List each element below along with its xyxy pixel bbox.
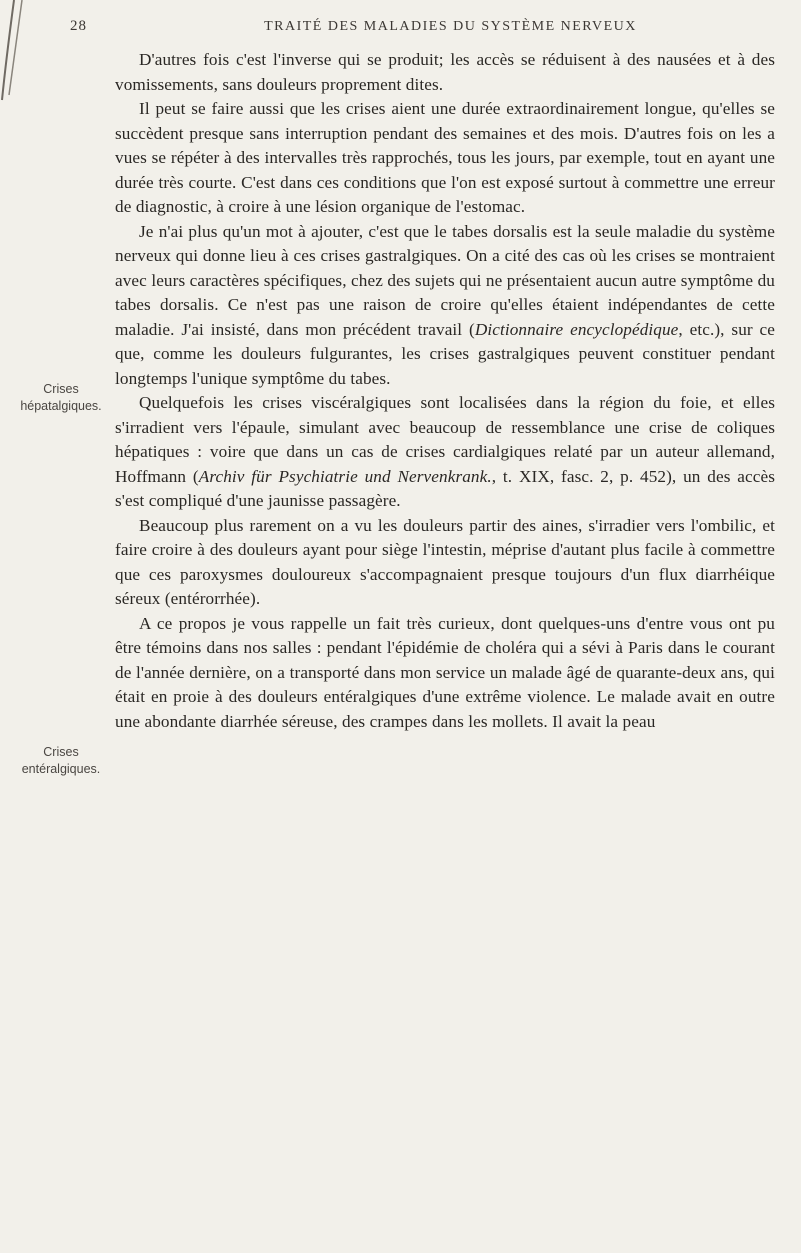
page-header (0, 18, 801, 42)
paragraph-3-text-a: Je n'ai plus qu'un mot à ajouter, c'est que le tabes dorsalis est la seule maladie du système nerveux qui donne lieu à ces crises gastralgiques. On a cité des cas où les crises se montraient avec leurs caractères spécifiques, chez des sujets qui ne présentaient aucun autre symptôme du tabes dorsalis. Ce n'est pas une raison de croire qu'elles étaient indépendantes de cette maladie. J'ai insisté, dans mon précédent travail ( (115, 221, 775, 339)
margin-note-line: Crises (43, 745, 79, 759)
paragraph-2: Il peut se faire aussi que les crises aient une durée extraordinairement longue, qu'elles se succèdent presque sans interruption pendant des semaines et des mois. D'autres fois on les a vues se répéter à des intervalles très rapprochés, tous les jours, par exemple, tout en ayant une durée très courte. C'est dans ces conditions que l'on est exposé surtout à commettre une erreur de diagnostic, à croire à une lésion organique de l'estomac. (115, 99, 775, 216)
running-title: TRAITÉ DES MALADIES DU SYSTÈME NERVEUX (264, 19, 637, 34)
paragraph-1: D'autres fois c'est l'inverse qui se produit; les accès se réduisent à des nausées et à des vomissements, sans douleurs proprement dites. (115, 50, 775, 94)
citation-dictionnaire: Dictionnaire encyclopédique (474, 319, 679, 339)
paragraph-4-text-b: , t. XIX, fasc. 2, p. 452), un des accès s'est compliqué d'une jaunisse passagère. (115, 466, 775, 510)
margin-note-line: hépatalgiques. (20, 399, 102, 413)
paragraph-6: A ce propos je vous rappelle un fait très curieux, dont quelques-uns d'entre vous ont pu être témoins dans nos salles : pendant l'épidémie de choléra qui a sévi à Paris dans le courant de l'année dernière, on a transporté dans mon service un malade âgé de quarante-deux ans, qui était en proie à des douleurs entéralgiques d'une extrême violence. Le malade avait en outre une abondante diarrhée séreuse, des crampes dans les mollets. Il avait la peau (115, 613, 775, 731)
page-number: 28 (70, 18, 87, 34)
paragraph-4 (115, 391, 775, 514)
citation-archiv: Archiv für Psychiatrie und Nervenkrank. (198, 466, 492, 486)
paragraph-3-text-b: , etc.), sur ce que, comme les douleurs fulgurantes, les crises gastralgiques peuvent constituer pendant longtemps l'unique symptôme du tabes. (115, 319, 776, 388)
margin-note-crises-enteralgiques (6, 744, 116, 778)
page-edge-mark (0, 0, 40, 110)
margin-note-line: Crises (43, 382, 79, 396)
margin-note-crises-hepatalgiques (6, 381, 116, 415)
margin-note-line: entéralgiques. (21, 762, 101, 776)
body-text (115, 48, 775, 734)
paragraph-4-text-a: Quelquefois les crises viscéralgiques sont localisées dans la région du foie, et elles s'irradient vers l'épaule, simulant avec beaucoup de ressemblance une crise de coliques hépatiques : voire que dans un cas de crises cardialgiques relaté par un auteur allemand, Hoffmann ( (115, 393, 775, 486)
paragraph-3 (115, 220, 775, 392)
paragraph-5: Beaucoup plus rarement on a vu les douleurs partir des aines, s'irradier vers l'ombilic, et faire croire à des douleurs ayant pour siège l'intestin, méprise d'autant plus facile à commettre que ces paroxysmes douloureux s'accompagnaient presque toujours d'un flux diarrhéique séreux (entérorrhée). (115, 515, 775, 608)
